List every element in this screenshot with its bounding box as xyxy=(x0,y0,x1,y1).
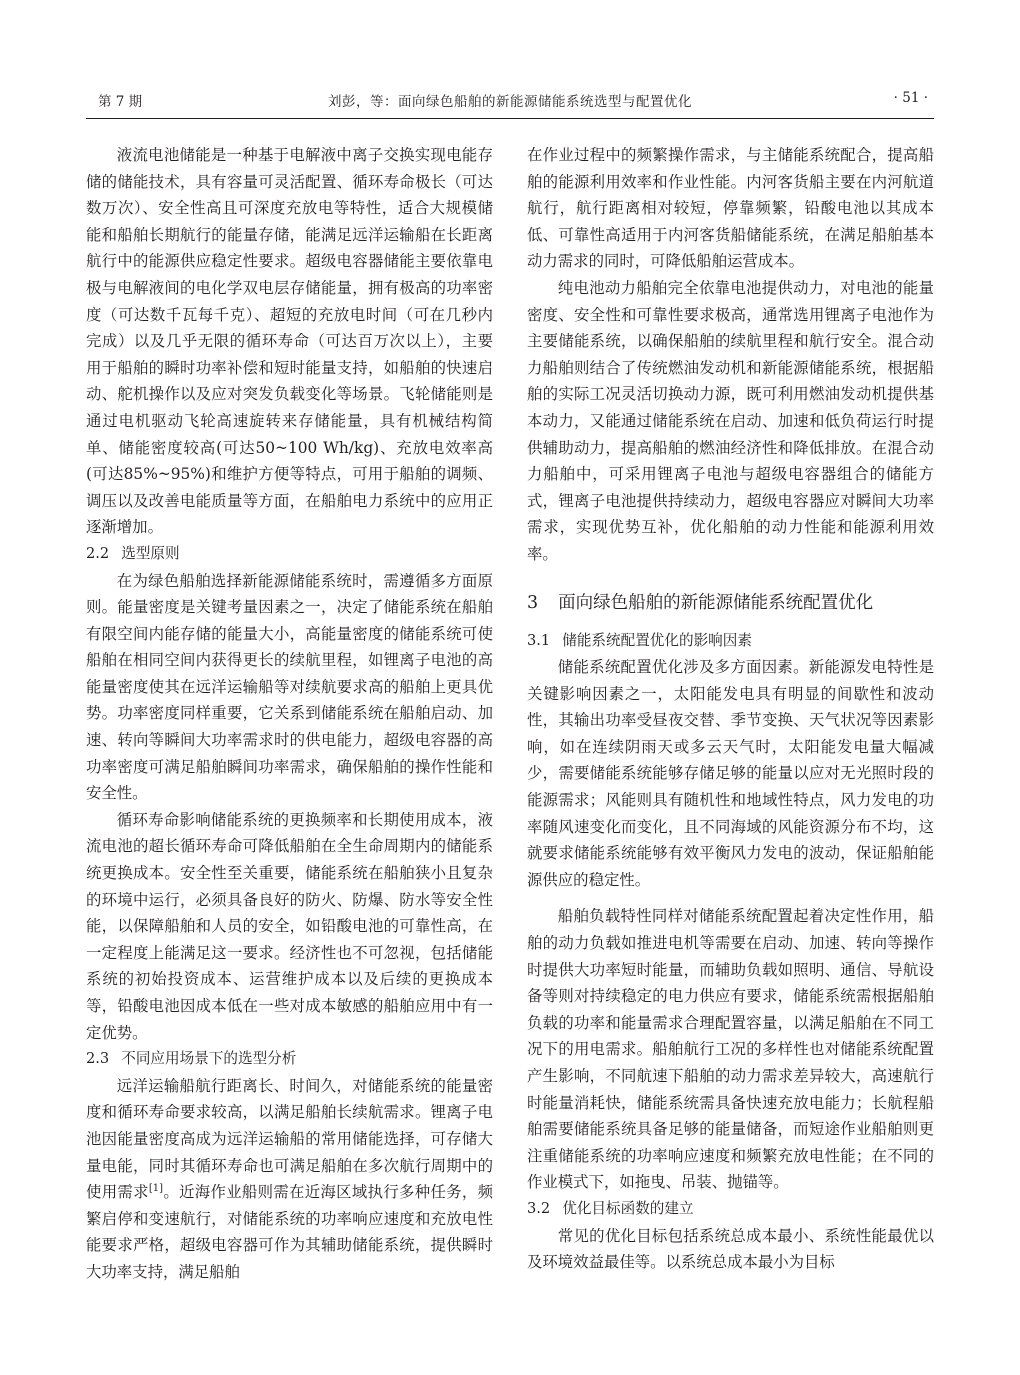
right-column xyxy=(527,142,934,1276)
paragraph: 在作业过程中的频繁操作需求，与主储能系统配合，提高船舶的能源利用效率和作业性能。内河客货船主要在内河航道航行，航行距离相对较短，停靠频繁，铅酸电池以其成本低、可靠性高适用于内河客货船储能系统，在满足船舶基本动力需求的同时，可降低船舶运营成本。 xyxy=(527,146,934,271)
section-heading-3 xyxy=(527,590,934,616)
page-number: · 51 · xyxy=(893,90,928,106)
left-column xyxy=(86,142,493,1286)
section-heading-3-1 xyxy=(527,628,934,655)
section-heading-3-2 xyxy=(527,1196,934,1223)
paragraph: 船舶负载特性同样对储能系统配置起着决定性作用，船舶的动力负载如推进电机等需要在启动、加速、转向等操作时提供大功率短时能量，而辅助负载如照明、通信、导航设备等则对持续稳定的电力供应有要求，储能系统需根据船舶负载的功率和能量需求合理配置容量，以满足船舶在不同工况下的用电需求。船舶航行工况的多样性也对储能系统配置产生影响，不同航速下船舶的动力需求差异较大，高速航行时能量消耗快，储能系统需具备快速充放电能力；长航程船舶需要储能系统具备足够的能量储备，而短途作业船舶则更注重储能系统的功率响应速度和频繁充放电性能；在不同的作业模式下，如拖曳、吊装、抛锚等。 xyxy=(527,907,934,1192)
section-number: 2.2 xyxy=(86,544,110,562)
header-rule xyxy=(86,118,934,119)
section-number: 3.1 xyxy=(527,631,551,649)
section-heading-2-2 xyxy=(86,541,493,568)
section-heading-2-3 xyxy=(86,1046,493,1073)
section-title: 优化目标函数的建立 xyxy=(562,1199,694,1217)
section-title: 面向绿色船舶的新能源储能系统配置优化 xyxy=(558,592,874,613)
citation-ref[interactable]: [1] xyxy=(148,1183,164,1195)
running-header xyxy=(86,90,934,114)
paragraph: 储能系统配置优化涉及多方面因素。新能源发电特性是关键影响因素之一，太阳能发电具有明显的间歇性和波动性，其输出功率受昼夜交替、季节变换、天气状况等因素影响，如在连续阴雨天或多云天气时，太阳能发电量大幅减少，需要储能系统能够存储足够的能量以应对无光照时段的能源需求；风能则具有随机性和地域性特点，风力发电的功率随风速变化而变化，且不同海域的风能资源分布不均，这就要求储能系统能够有效平衡风力发电的波动，保证船舶能源供应的稳定性。 xyxy=(527,658,934,889)
section-title: 储能系统配置优化的影响因素 xyxy=(562,631,752,649)
paragraph: 纯电池动力船舶完全依靠电池提供动力，对电池的能量密度、安全性和可靠性要求极高，通常选用锂离子电池作为主要储能系统，以确保船舶的续航里程和航行安全。混合动力船舶则结合了传统燃油发动机和新能源储能系统，根据船舶的实际工况灵活切换动力源，既可利用燃油发动机提供基本动力，又能通过储能系统在启动、加速和低负荷运行时提供辅助动力，提高船舶的燃油经济性和降低排放。在混合动力船舶中，可采用锂离子电池与超级电容器组合的储能方式，锂离子电池提供持续动力，超级电容器应对瞬间大功率需求，实现优势互补，优化船舶的动力性能和能源利用效率。 xyxy=(527,278,934,563)
paragraph: 常见的优化目标包括系统总成本最小、系统性能最优以及环境效益最佳等。以系统总成本最小为目标 xyxy=(527,1226,934,1272)
issue-number: 第 7 期 xyxy=(98,94,143,110)
section-number: 3.2 xyxy=(527,1199,551,1217)
paragraph: 在为绿色船舶选择新能源储能系统时，需遵循多方面原则。能量密度是关键考量因素之一，决定了储能系统在船舶有限空间内能存储的能量大小，高能量密度的储能系统可使船舶在相同空间内获得更长的续航里程，如锂离子电池的高能量密度使其在远洋运输船等对续航要求高的船舶上更具优势。功率密度同样重要，它关系到储能系统在船舶启动、加速、转向等瞬间大功率需求时的供电能力，超级电容器的高功率密度可满足船舶瞬间功率需求，确保船舶的操作性能和安全性。 xyxy=(86,571,493,803)
section-title: 选型原则 xyxy=(121,544,180,562)
paragraph-text: 。近海作业船则需在近海区域执行多种任务，频繁启停和变速航行，对储能系统的功率响应速度和充放电性能要求严格，超级电容器可作为其辅助储能系统，提供瞬时大功率支持，满足船舶 xyxy=(86,1183,493,1281)
paragraph-text: 远洋运输船航行距离长、时间久，对储能系统的能量密度和循环寿命要求较高，以满足船舶长续航需求。锂离子电池因能量密度高成为远洋运输船的常用储能选择，可存储大量电能，同时其循环寿命也可满足船舶在多次航行周期中的使用需求 xyxy=(86,1076,493,1202)
section-number: 2.3 xyxy=(86,1050,110,1068)
running-title: 刘彭，等：面向绿色船舶的新能源储能系统选型与配置优化 xyxy=(328,94,692,110)
section-title: 不同应用场景下的选型分析 xyxy=(121,1050,297,1068)
paragraph xyxy=(86,1073,493,1286)
paragraph: 循环寿命影响储能系统的更换频率和长期使用成本，液流电池的超长循环寿命可降低船舶在全生命周期内的储能系统更换成本。安全性至关重要，储能系统在船舶狭小且复杂的环境中运行，必须具备良好的防火、防爆、防水等安全性能，以保障船舶和人员的安全，如铅酸电池的可靠性高，在一定程度上能满足这一要求。经济性也不可忽视，包括储能系统的初始投资成本、运营维护成本以及后续的更换成本等，铅酸电池因成本低在一些对成本敏感的船舶应用中有一定优势。 xyxy=(86,810,493,1042)
section-number: 3 xyxy=(527,592,539,613)
paragraph: 液流电池储能是一种基于电解液中离子交换实现电能存储的储能技术，具有容量可灵活配置、循环寿命极长（可达数万次）、安全性高且可深度充放电等特性，适合大规模储能和船舶长期航行的能量存储，能满足远洋运输船在长距离航行中的能源供应稳定性要求。超级电容器储能主要依靠电极与电解液间的电化学双电层存储能量，拥有极高的功率密度（可达数千瓦每千克）、超短的充放电时间（可在几秒内完成）以及几乎无限的循环寿命（可达百万次以上），主要用于船舶的瞬时功率补偿和短时能量支持，如船舶的快速启动、舵机操作以及应对突发负载变化等场景。飞轮储能则是通过电机驱动飞轮高速旋转来存储能量，具有机械结构简单、储能密度较高(可达50~100 Wh/kg)、充放电效率高(可达85%~95%)和维护方便等特点，可用于船舶的调频、调压以及改善电能质量等方面，在船舶电力系统中的应用正逐渐增加。 xyxy=(86,146,493,537)
